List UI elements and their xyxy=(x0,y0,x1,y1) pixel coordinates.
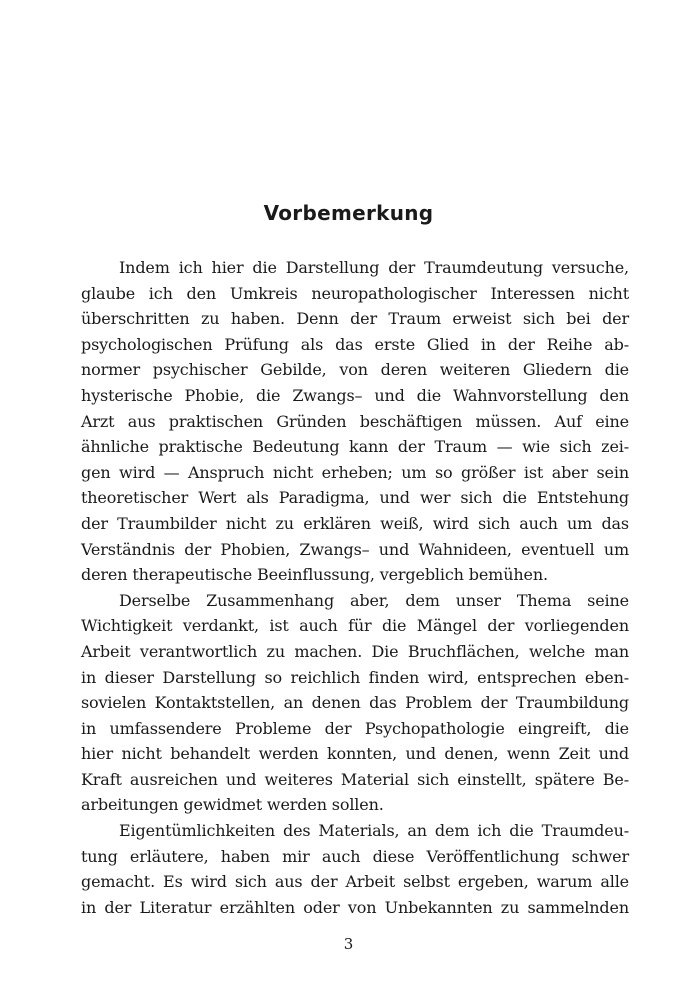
text-line: hier nicht behandelt werden konnten, und denen, wenn Zeit und xyxy=(81,744,629,764)
text-line: hysterische Phobie, die Zwangs– und die Wahnvorstellung den xyxy=(81,385,629,405)
text-line: ähnliche praktische Bedeutung kann der Traum — wie sich zei- xyxy=(81,437,629,457)
text-line: Eigentümlichkeiten des Materials, an dem ich die Traumdeu- xyxy=(119,821,629,841)
text-line: der Traumbilder nicht zu erklären weiß, wird sich auch um das xyxy=(81,513,629,533)
text-line: psychologischen Prüfung als das erste Glied in der Reihe ab- xyxy=(81,334,629,354)
text-line: normer psychischer Gebilde, von deren weiteren Gliedern die xyxy=(81,360,629,380)
text-line: Arzt aus praktischen Gründen beschäftigen müssen. Auf eine xyxy=(81,411,629,431)
text-line: glaube ich den Umkreis neuropathologischer Interessen nicht xyxy=(81,283,629,303)
text-line: Derselbe Zusammenhang aber, dem unser Thema seine xyxy=(119,590,629,610)
text-line: Arbeit verantwortlich zu machen. Die Bruchflächen, welche man xyxy=(81,641,629,661)
text-line: arbeitungen gewidmet werden sollen. xyxy=(81,795,384,815)
page-number: 3 xyxy=(343,935,354,953)
text-line: theoretischer Wert als Paradigma, und wer sich die Entstehung xyxy=(81,488,629,508)
text-line: sovielen Kontaktstellen, an denen das Problem der Traumbildung xyxy=(81,693,629,713)
text-line: überschritten zu haben. Denn der Traum erweist sich bei der xyxy=(81,309,629,329)
text-line: Kraft ausreichen und weiteres Material sich einstellt, spätere Be- xyxy=(81,769,629,789)
text-line: Wichtigkeit verdankt, ist auch für die Mängel der vorliegenden xyxy=(81,616,629,636)
text-line: gemacht. Es wird sich aus der Arbeit selbst ergeben, warum alle xyxy=(81,872,629,892)
text-line: gen wird — Anspruch nicht erheben; um so größer ist aber sein xyxy=(81,462,629,482)
text-line: tung erläutere, haben mir auch diese Veröffentlichung schwer xyxy=(81,846,629,866)
body-text xyxy=(81,255,629,920)
text-line: in umfassendere Probleme der Psychopathologie eingreift, die xyxy=(81,718,629,738)
text-line: Verständnis der Phobien, Zwangs– und Wahnideen, eventuell um xyxy=(81,539,629,559)
text-line: in der Literatur erzählten oder von Unbekannten zu sammelnden xyxy=(81,897,629,917)
text-line: deren therapeutische Beeinflussung, vergeblich bemühen. xyxy=(81,565,548,585)
text-line: in dieser Darstellung so reichlich finden wird, entsprechen eben- xyxy=(81,667,629,687)
chapter-heading: Vorbemerkung xyxy=(263,201,434,225)
text-line: Indem ich hier die Darstellung der Traumdeutung versuche, xyxy=(119,258,629,277)
